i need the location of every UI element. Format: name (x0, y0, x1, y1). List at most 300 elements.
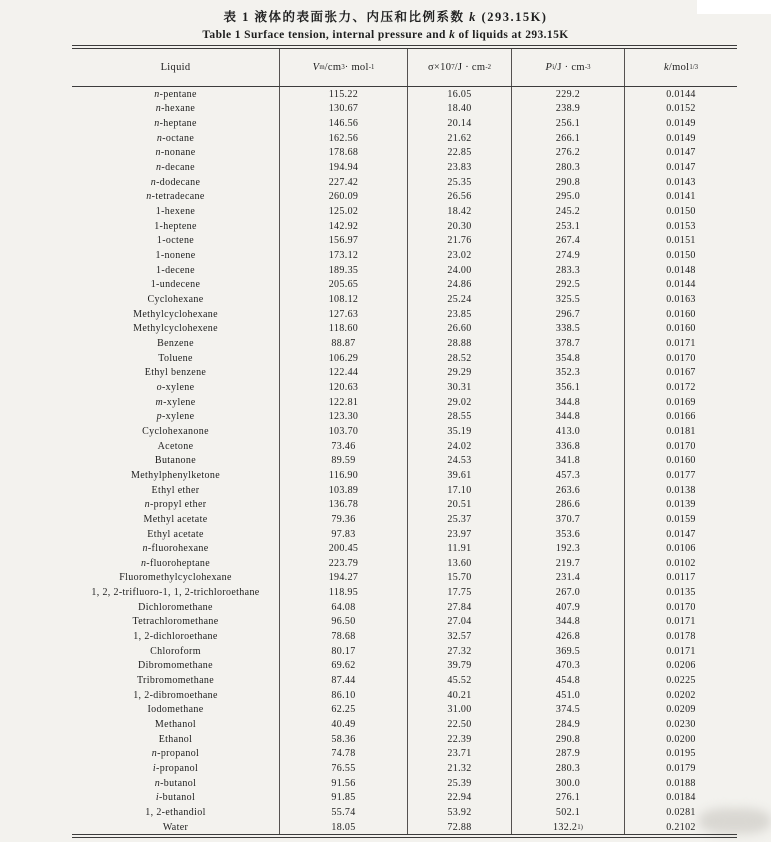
value-cell: 127.63 (280, 307, 408, 322)
value-cell: 0.0147 (666, 528, 696, 540)
liquid-name-cell: 1-heptene (72, 219, 280, 234)
table-row (72, 116, 737, 131)
table-row (72, 703, 737, 718)
value-cell: 0.0188 (666, 777, 696, 789)
table-row (72, 791, 737, 806)
value-cell: 407.9 (512, 600, 625, 615)
value-cell: 24.86 (408, 278, 512, 293)
value-cell: 344.8 (512, 395, 625, 410)
value-cell: 21.62 (408, 131, 512, 146)
table-row (72, 351, 737, 366)
value-cell: 369.5 (512, 644, 625, 659)
value-cell: 344.8 (512, 409, 625, 424)
value-cell: 26.56 (408, 190, 512, 205)
value-cell: 97.83 (280, 527, 408, 542)
value-cell: 20.14 (408, 116, 512, 131)
value-cell: 0.0170 (666, 352, 696, 364)
value-cell: 0.0166 (666, 411, 696, 423)
value-cell: 118.60 (280, 322, 408, 337)
value-cell: 21.32 (408, 761, 512, 776)
value-cell: 32.57 (408, 629, 512, 644)
value-cell: 0.0150 (666, 250, 696, 262)
table-title-chinese: 表 1 液体的表面张力、内压和比例系数 k (293.15K) (223, 10, 548, 24)
table-row (72, 483, 737, 498)
value-cell: 28.55 (408, 409, 512, 424)
value-cell: 276.2 (512, 146, 625, 161)
value-cell: 0.0171 (666, 337, 696, 349)
liquid-name-cell: Dichloromethane (72, 600, 280, 615)
value-cell: 341.8 (512, 453, 625, 468)
value-cell: 370.7 (512, 512, 625, 527)
value-cell: 0.0230 (666, 719, 696, 731)
value-cell: 0.0171 (666, 616, 696, 628)
liquid-name-cell: 1, 2-dibromoethane (72, 688, 280, 703)
table-row (72, 717, 737, 732)
value-cell: 24.02 (408, 439, 512, 454)
value-cell: 11.91 (408, 541, 512, 556)
table-row (72, 776, 737, 791)
value-cell: 120.63 (280, 380, 408, 395)
value-cell: 22.85 (408, 146, 512, 161)
value-cell: 0.0200 (666, 733, 696, 745)
liquid-name-cell: Chloroform (72, 644, 280, 659)
value-cell: 122.81 (280, 395, 408, 410)
value-cell: 28.88 (408, 336, 512, 351)
value-cell: 106.29 (280, 351, 408, 366)
value-cell: 194.27 (280, 571, 408, 586)
value-cell: 286.6 (512, 497, 625, 512)
table-row (72, 439, 737, 454)
value-cell: 0.0138 (666, 484, 696, 496)
value-cell: 0.0150 (666, 206, 696, 218)
table-row (72, 512, 737, 527)
value-cell: 0.0159 (666, 513, 696, 525)
value-cell: 0.0181 (666, 425, 696, 437)
value-cell: 27.84 (408, 600, 512, 615)
liquid-name-cell: 1-decene (72, 263, 280, 278)
liquid-name-cell: Methylcyclohexane (72, 307, 280, 322)
value-cell: 352.3 (512, 365, 625, 380)
table-row (72, 659, 737, 674)
value-cell: 27.32 (408, 644, 512, 659)
table-row (72, 571, 737, 586)
value-cell: 20.30 (408, 219, 512, 234)
table-body (72, 87, 737, 834)
column-header-liquid: Liquid (72, 49, 280, 86)
liquid-name-cell: 1-nonene (72, 248, 280, 263)
value-cell: 29.29 (408, 365, 512, 380)
value-cell: 0.0149 (666, 132, 696, 144)
value-cell: 378.7 (512, 336, 625, 351)
value-cell: 223.79 (280, 556, 408, 571)
column-header-k-coefficient: k /mol 1/3 (663, 62, 699, 73)
liquid-name-cell: Dibromomethane (72, 659, 280, 674)
value-cell: 69.62 (280, 659, 408, 674)
value-cell: 64.08 (280, 600, 408, 615)
liquid-name-cell: Acetone (72, 439, 280, 454)
value-cell: 253.1 (512, 219, 625, 234)
value-cell: 53.92 (408, 805, 512, 820)
value-cell: 0.0281 (666, 806, 696, 818)
value-cell: 25.35 (408, 175, 512, 190)
liquid-name-cell: n -propanol (72, 747, 280, 762)
value-cell: 91.56 (280, 776, 408, 791)
liquid-name-cell: i -butanol (72, 791, 280, 806)
value-cell: 23.83 (408, 160, 512, 175)
liquid-name-cell: Toluene (72, 351, 280, 366)
value-cell: 0.0149 (666, 118, 696, 130)
value-cell: 256.1 (512, 116, 625, 131)
value-cell: 25.37 (408, 512, 512, 527)
value-cell: 22.94 (408, 791, 512, 806)
value-cell: 266.1 (512, 131, 625, 146)
value-cell: 20.51 (408, 497, 512, 512)
value-cell: 344.8 (512, 615, 625, 630)
value-cell: 142.92 (280, 219, 408, 234)
liquid-name-cell: m -xylene (72, 395, 280, 410)
value-cell: 146.56 (280, 116, 408, 131)
value-cell: 30.31 (408, 380, 512, 395)
table-row (72, 278, 737, 293)
liquid-name-cell: n -fluoroheptane (72, 556, 280, 571)
data-table (72, 45, 737, 838)
value-cell: 25.39 (408, 776, 512, 791)
table-row (72, 292, 737, 307)
value-cell: 290.8 (512, 175, 625, 190)
table-row (72, 146, 737, 161)
liquid-name-cell: Ethyl ether (72, 483, 280, 498)
column-header-internal-pressure: P i /J · cm -3 (512, 49, 625, 86)
table-row (72, 322, 737, 337)
liquid-name-cell: Ethanol (72, 732, 280, 747)
value-cell: 18.40 (408, 102, 512, 117)
value-cell: 103.89 (280, 483, 408, 498)
column-header-surface-tension: σ×10 7 /J · cm -2 (408, 49, 512, 86)
value-cell: 205.65 (280, 278, 408, 293)
value-cell: 0.0225 (666, 675, 696, 687)
value-cell: 23.97 (408, 527, 512, 542)
value-cell: 325.5 (512, 292, 625, 307)
value-cell: 58.36 (280, 732, 408, 747)
table-row (72, 673, 737, 688)
liquid-name-cell: Cyclohexane (72, 292, 280, 307)
value-cell: 25.24 (408, 292, 512, 307)
value-cell: 374.5 (512, 703, 625, 718)
liquid-name-cell: Benzene (72, 336, 280, 351)
value-cell: 162.56 (280, 131, 408, 146)
table-row (72, 248, 737, 263)
value-cell: 40.21 (408, 688, 512, 703)
value-cell: 413.0 (512, 424, 625, 439)
liquid-name-cell: Fluoromethylcyclohexane (72, 571, 280, 586)
liquid-name-cell: Methylcyclohexene (72, 322, 280, 337)
value-cell: 55.74 (280, 805, 408, 820)
value-cell: 336.8 (512, 439, 625, 454)
scan-artifact-white-strip (697, 0, 771, 14)
value-cell: 17.10 (408, 483, 512, 498)
table-row (72, 190, 737, 205)
value-cell: 0.0171 (666, 645, 696, 657)
liquid-name-cell: i -propanol (72, 761, 280, 776)
table-row (72, 307, 737, 322)
value-cell: 173.12 (280, 248, 408, 263)
column-header-molar-volume: V m /cm 3 · mol -1 (280, 49, 408, 86)
value-cell: 267.0 (512, 585, 625, 600)
liquid-name-cell: n -tetradecane (72, 190, 280, 205)
value-cell: 231.4 (512, 571, 625, 586)
liquid-name-cell: Tribromomethane (72, 673, 280, 688)
value-cell: 0.0195 (666, 748, 696, 760)
value-cell: 132.2 1) (512, 820, 625, 835)
value-cell: 229.2 (512, 87, 625, 102)
value-cell: 89.59 (280, 453, 408, 468)
value-cell: 23.85 (408, 307, 512, 322)
table-row (72, 805, 737, 820)
table-row (72, 395, 737, 410)
value-cell: 16.05 (408, 87, 512, 102)
value-cell: 454.8 (512, 673, 625, 688)
value-cell: 0.0206 (666, 660, 696, 672)
value-cell: 76.55 (280, 761, 408, 776)
value-cell: 290.8 (512, 732, 625, 747)
table-row (72, 585, 737, 600)
value-cell: 192.3 (512, 541, 625, 556)
value-cell: 130.67 (280, 102, 408, 117)
table-row (72, 820, 737, 835)
liquid-name-cell: n -dodecane (72, 175, 280, 190)
value-cell: 280.3 (512, 160, 625, 175)
value-cell: 39.61 (408, 468, 512, 483)
value-cell: 0.0153 (666, 220, 696, 232)
liquid-name-cell: 1, 2-ethandiol (72, 805, 280, 820)
liquid-name-cell: Cyclohexanone (72, 424, 280, 439)
value-cell: 0.0117 (666, 572, 696, 584)
liquid-name-cell: p -xylene (72, 409, 280, 424)
table-row (72, 204, 737, 219)
liquid-name-cell: 1-hexene (72, 204, 280, 219)
table-row (72, 336, 737, 351)
value-cell: 470.3 (512, 659, 625, 674)
value-cell: 156.97 (280, 234, 408, 249)
value-cell: 13.60 (408, 556, 512, 571)
value-cell: 283.3 (512, 263, 625, 278)
value-cell: 238.9 (512, 102, 625, 117)
value-cell: 103.70 (280, 424, 408, 439)
value-cell: 354.8 (512, 351, 625, 366)
value-cell: 74.78 (280, 747, 408, 762)
liquid-name-cell: n -octane (72, 131, 280, 146)
value-cell: 80.17 (280, 644, 408, 659)
table-row (72, 234, 737, 249)
liquid-name-cell: n -fluorohexane (72, 541, 280, 556)
table-row (72, 468, 737, 483)
value-cell: 0.0209 (666, 704, 696, 716)
value-cell: 260.09 (280, 190, 408, 205)
value-cell: 115.22 (280, 87, 408, 102)
value-cell: 0.0160 (666, 455, 696, 467)
table-row (72, 615, 737, 630)
value-cell: 263.6 (512, 483, 625, 498)
table-row (72, 732, 737, 747)
value-cell: 136.78 (280, 497, 408, 512)
liquid-name-cell: n -butanol (72, 776, 280, 791)
value-cell: 0.0147 (666, 147, 696, 159)
table-header-row (72, 49, 737, 87)
value-cell: 31.00 (408, 703, 512, 718)
value-cell: 296.7 (512, 307, 625, 322)
table-bottom-rule (72, 834, 737, 838)
value-cell: 123.30 (280, 409, 408, 424)
value-cell: 108.12 (280, 292, 408, 307)
value-cell: 0.0151 (666, 235, 696, 247)
value-cell: 0.0178 (666, 631, 696, 643)
table-row (72, 747, 737, 762)
value-cell: 0.0179 (666, 763, 696, 775)
value-cell: 0.0160 (666, 323, 696, 335)
value-cell: 122.44 (280, 365, 408, 380)
liquid-name-cell: Ethyl acetate (72, 527, 280, 542)
table-row (72, 600, 737, 615)
value-cell: 86.10 (280, 688, 408, 703)
value-cell: 18.05 (280, 820, 408, 835)
table-row (72, 761, 737, 776)
value-cell: 0.0177 (666, 469, 696, 481)
value-cell: 18.42 (408, 204, 512, 219)
value-cell: 23.02 (408, 248, 512, 263)
table-row (72, 424, 737, 439)
value-cell: 87.44 (280, 673, 408, 688)
value-cell: 0.0167 (666, 367, 696, 379)
liquid-name-cell: 1, 2-dichloroethane (72, 629, 280, 644)
value-cell: 0.0160 (666, 308, 696, 320)
table-row (72, 175, 737, 190)
liquid-name-cell: 1, 2, 2-trifluoro-1, 1, 2-trichloroethane (72, 585, 280, 600)
liquid-name-cell: Ethyl benzene (72, 365, 280, 380)
value-cell: 219.7 (512, 556, 625, 571)
table-row (72, 409, 737, 424)
value-cell: 353.6 (512, 527, 625, 542)
value-cell: 29.02 (408, 395, 512, 410)
liquid-name-cell: 1-undecene (72, 278, 280, 293)
table-row (72, 263, 737, 278)
value-cell: 0.0106 (666, 543, 696, 555)
value-cell: 189.35 (280, 263, 408, 278)
liquid-name-cell: n -decane (72, 160, 280, 175)
table-title-english: Table 1 Surface tension, internal pressure and k of liquids at 293.15K (202, 29, 569, 41)
table-row (72, 102, 737, 117)
liquid-name-cell: 1-octene (72, 234, 280, 249)
table-row (72, 527, 737, 542)
table-row (72, 160, 737, 175)
value-cell: 0.0169 (666, 396, 696, 408)
value-cell: 295.0 (512, 190, 625, 205)
liquid-name-cell: n -hexane (72, 102, 280, 117)
value-cell: 0.0202 (666, 689, 696, 701)
liquid-name-cell: Butanone (72, 453, 280, 468)
value-cell: 0.0141 (666, 191, 696, 203)
value-cell: 287.9 (512, 747, 625, 762)
value-cell: 300.0 (512, 776, 625, 791)
value-cell: 24.00 (408, 263, 512, 278)
value-cell: 274.9 (512, 248, 625, 263)
value-cell: 17.75 (408, 585, 512, 600)
value-cell: 23.71 (408, 747, 512, 762)
value-cell: 0.0163 (666, 294, 696, 306)
value-cell: 356.1 (512, 380, 625, 395)
value-cell: 27.04 (408, 615, 512, 630)
value-cell: 116.90 (280, 468, 408, 483)
liquid-name-cell: Methyl acetate (72, 512, 280, 527)
value-cell: 0.0148 (666, 264, 696, 276)
value-cell: 40.49 (280, 717, 408, 732)
value-cell: 91.85 (280, 791, 408, 806)
value-cell: 267.4 (512, 234, 625, 249)
value-cell: 0.0170 (666, 440, 696, 452)
value-cell: 0.2102 (666, 821, 696, 833)
liquid-name-cell: Iodomethane (72, 703, 280, 718)
value-cell: 26.60 (408, 322, 512, 337)
value-cell: 28.52 (408, 351, 512, 366)
liquid-name-cell: n -propyl ether (72, 497, 280, 512)
table-row (72, 629, 737, 644)
value-cell: 96.50 (280, 615, 408, 630)
table-row (72, 131, 737, 146)
value-cell: 39.79 (408, 659, 512, 674)
table-row (72, 644, 737, 659)
value-cell: 178.68 (280, 146, 408, 161)
value-cell: 200.45 (280, 541, 408, 556)
value-cell: 0.0144 (666, 279, 696, 291)
value-cell: 88.87 (280, 336, 408, 351)
value-cell: 15.70 (408, 571, 512, 586)
value-cell: 0.0135 (666, 587, 696, 599)
value-cell: 284.9 (512, 717, 625, 732)
value-cell: 292.5 (512, 278, 625, 293)
value-cell: 227.42 (280, 175, 408, 190)
liquid-name-cell: Methanol (72, 717, 280, 732)
value-cell: 22.39 (408, 732, 512, 747)
value-cell: 502.1 (512, 805, 625, 820)
table-row (72, 219, 737, 234)
value-cell: 245.2 (512, 204, 625, 219)
table-row (72, 87, 737, 102)
table-row (72, 380, 737, 395)
value-cell: 78.68 (280, 629, 408, 644)
value-cell: 451.0 (512, 688, 625, 703)
value-cell: 118.95 (280, 585, 408, 600)
value-cell: 0.0102 (666, 557, 696, 569)
value-cell: 338.5 (512, 322, 625, 337)
value-cell: 0.0152 (666, 103, 696, 115)
value-cell: 0.0184 (666, 792, 696, 804)
value-cell: 22.50 (408, 717, 512, 732)
table-row (72, 453, 737, 468)
value-cell: 0.0143 (666, 176, 696, 188)
value-cell: 276.1 (512, 791, 625, 806)
value-cell: 24.53 (408, 453, 512, 468)
value-cell: 62.25 (280, 703, 408, 718)
value-cell: 194.94 (280, 160, 408, 175)
liquid-name-cell: Tetrachloromethane (72, 615, 280, 630)
value-cell: 0.0170 (666, 601, 696, 613)
liquid-name-cell: n -heptane (72, 116, 280, 131)
liquid-name-cell: Methylphenylketone (72, 468, 280, 483)
value-cell: 426.8 (512, 629, 625, 644)
liquid-name-cell: o -xylene (72, 380, 280, 395)
table-row (72, 541, 737, 556)
table-row (72, 365, 737, 380)
value-cell: 0.0147 (666, 162, 696, 174)
